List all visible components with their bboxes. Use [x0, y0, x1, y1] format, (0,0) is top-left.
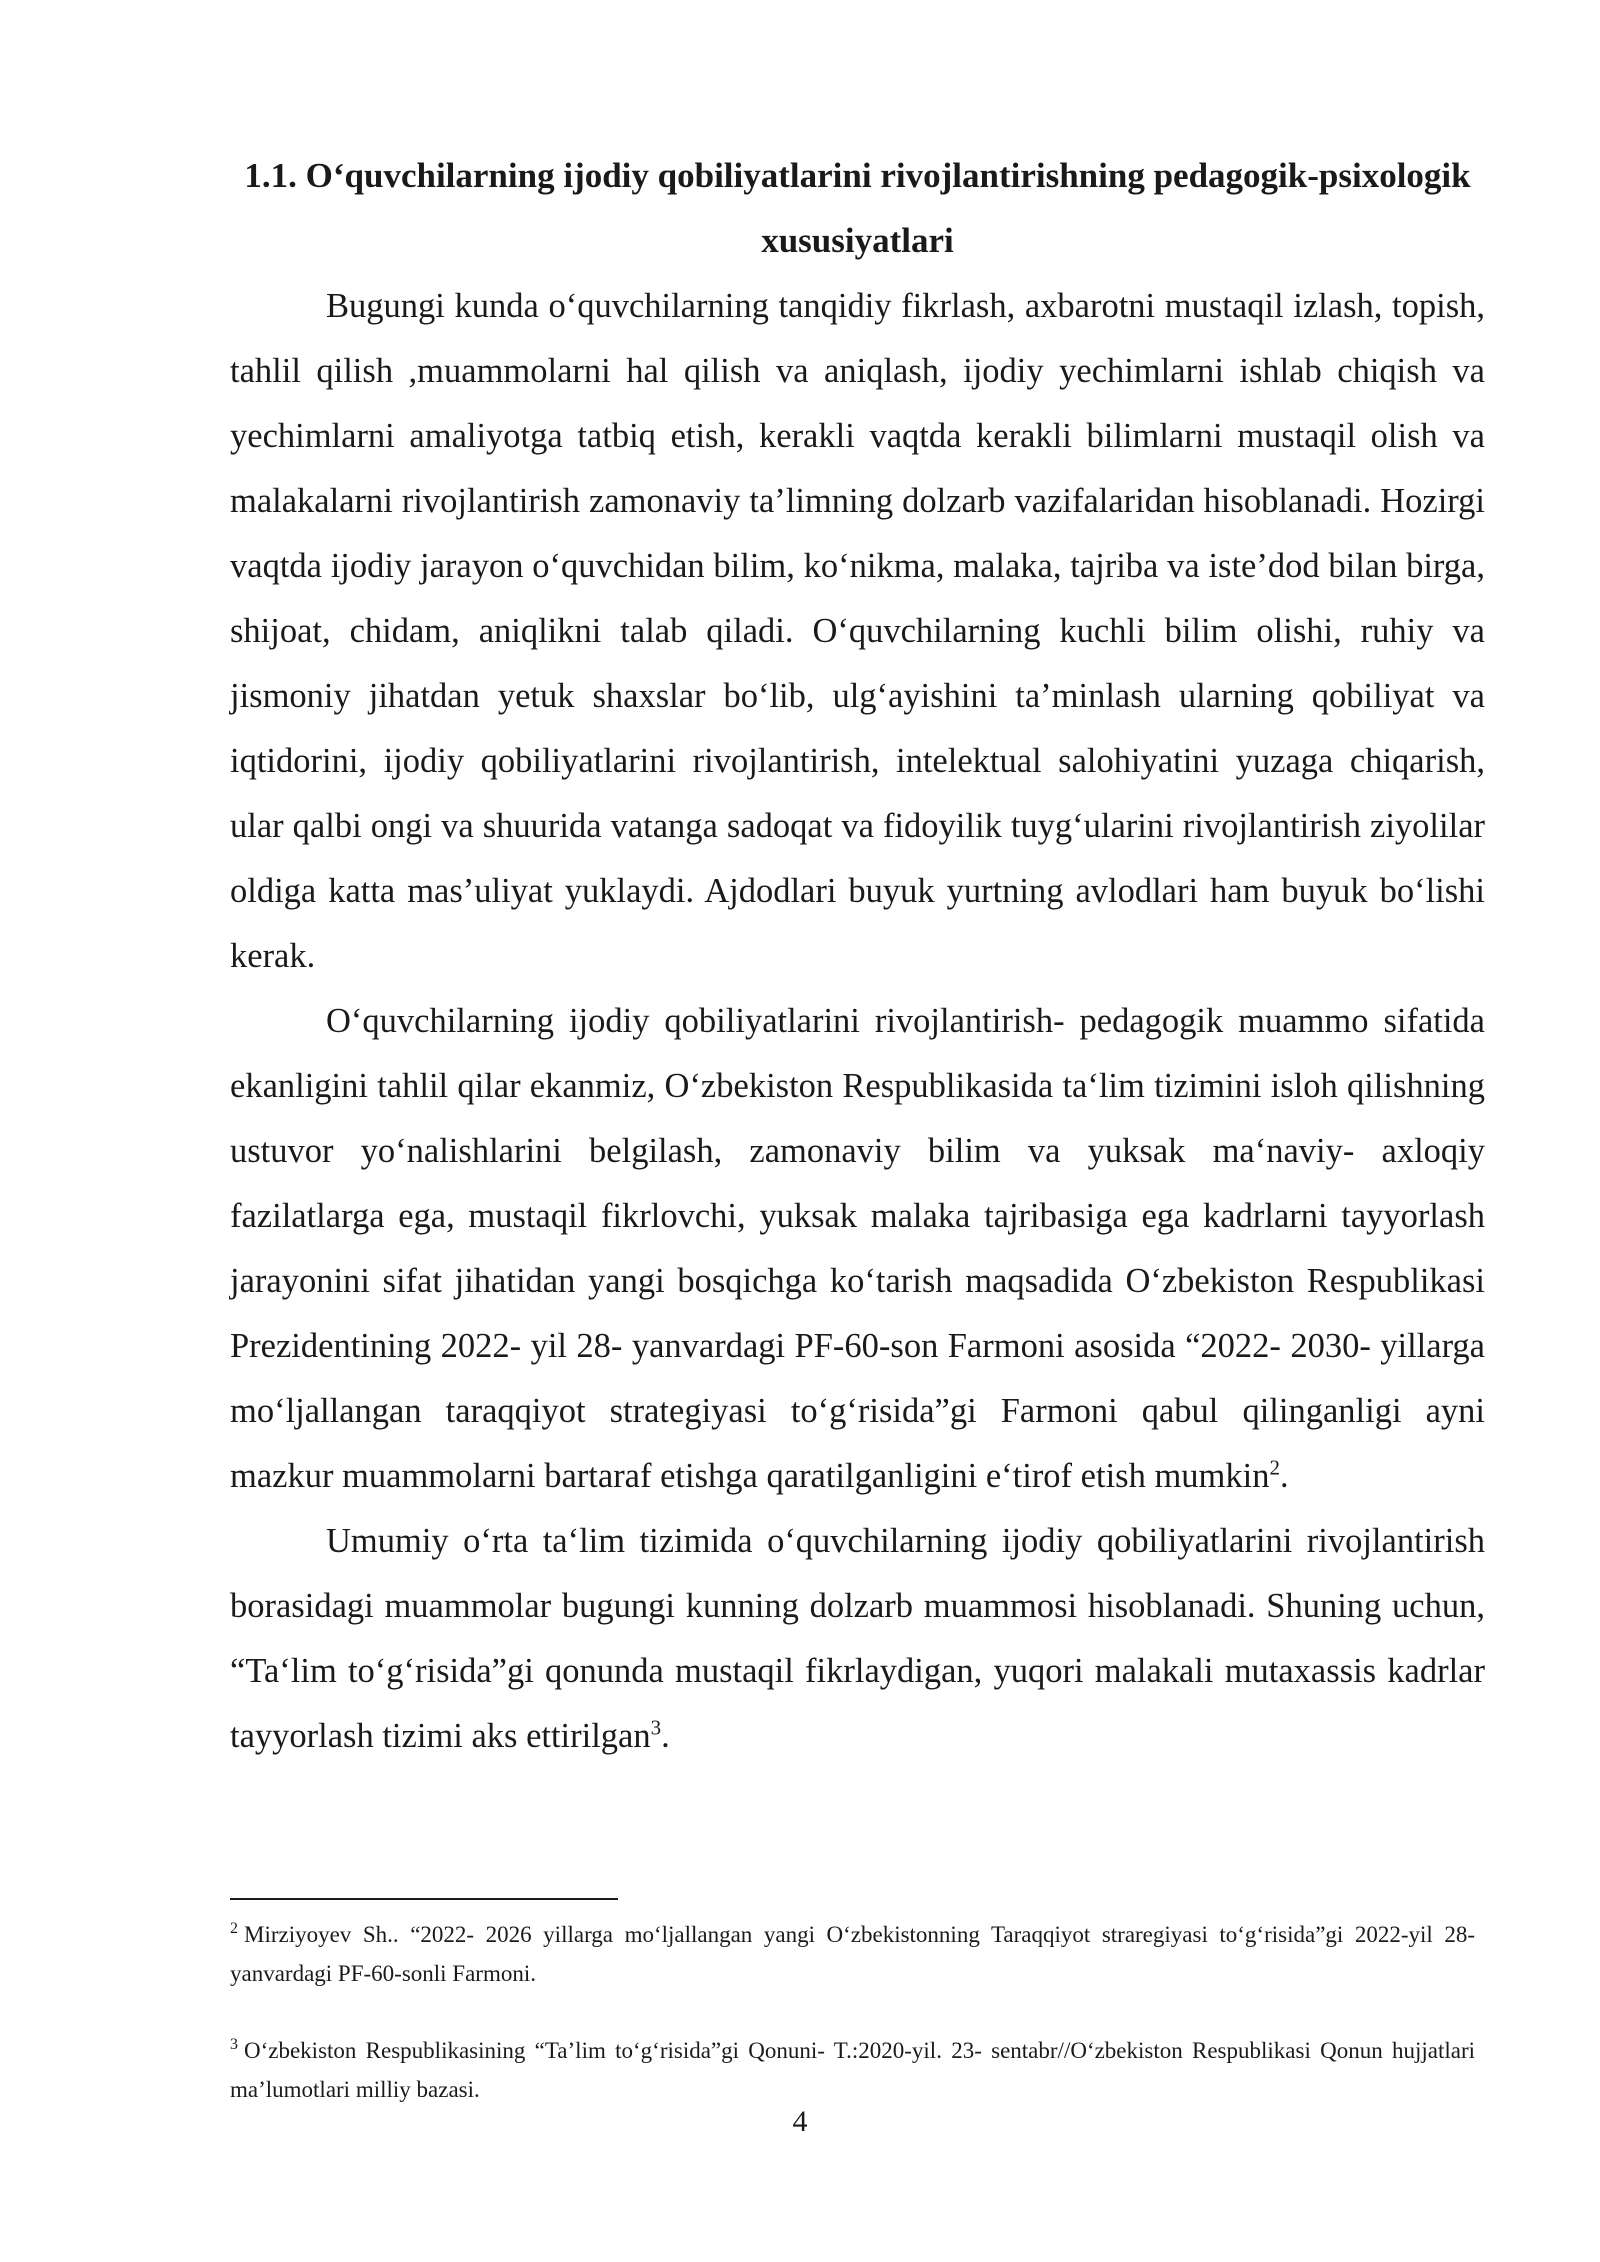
paragraph-3-end: .	[661, 1717, 670, 1755]
footnote-3-text: O‘zbekiston Respublikasining “Ta’lim to‘g‘risida”gi Qonuni- T.:2020-yil. 23- sentabr//O‘zbekiston Respublikasi Qonun hujjatlari ma’lumotlari milliy bazasi.	[230, 2038, 1475, 2102]
footnote-ref-2[interactable]: 2	[1269, 1455, 1280, 1480]
footnote-3	[230, 2031, 1475, 2109]
paragraph-1	[230, 274, 1485, 989]
paragraph-2-end: .	[1279, 1457, 1289, 1495]
paragraph-2-text: O‘quvchilarning ijodiy qobiliyatlarini rivojlantirish- pedagogik muammo sifatida ekanligini tahlil qilar ekanmiz, O‘zbekiston Respublikasida ta‘lim tizimini isloh qilishning ustuvor yo‘nalishlarini belgilash, zamonaviy bilim va yuksak ma‘naviy- axloqiy fazilatlarga ega, mustaqil fikrlovchi, yuksak malaka tajribasiga ega kadrlarni tayyorlash jarayonini sifat jihatidan yangi bosqichga ko‘tarish maqsadida O‘zbekiston Respublikasi Prezidentining 2022- yil 28- yanvardagi PF-60-son Farmoni asosida “2022- 2030- yillarga mo‘ljallangan taraqqiyot strategiyasi to‘g‘risida”gi Farmoni qabul qilinganligi ayni mazkur muammolarni bartaraf etishga qaratilganligini e‘tirof etish mumkin	[230, 1002, 1485, 1495]
paragraph-3-text: Umumiy o‘rta ta‘lim tizimida o‘quvchilarning ijodiy qobiliyatlarini rivojlantirish borasidagi muammolar bugungi kunning dolzarb muammosi hisoblanadi. Shuning uchun, “Ta‘lim to‘g‘risida”gi qonunda mustaqil fikrlaydigan, yuqori malakali mutaxassis kadrlar tayyorlash tizimi aks ettirilgan	[230, 1522, 1485, 1755]
footnote-3-number: 3	[230, 2036, 238, 2054]
footnote-2-text: Mirziyoyev Sh.. “2022- 2026 yillarga mo‘ljallangan yangi O‘zbekistonning Taraqqiyot straregiyasi to‘g‘risida”gi 2022-yil 28-yanvardagi PF-60-sonli Farmoni.	[230, 1922, 1475, 1986]
footnote-2-number: 2	[230, 1920, 238, 1938]
paragraph-2	[230, 989, 1485, 1509]
page-number: 4	[792, 2105, 808, 2138]
paragraph-1-text: Bugungi kunda o‘quvchilarning tanqidiy fikrlash, axbarotni mustaqil izlash, topish, tahlil qilish ,muammolarni hal qilish va aniqlash, ijodiy yechimlarni ishlab chiqish va yechimlarni amaliyotga tatbiq etish, kerakli vaqtda kerakli bilimlarni mustaqil olish va malakalarni rivojlantirish zamonaviy ta’limning dolzarb vazifalaridan hisoblanadi. Hozirgi vaqtda ijodiy jarayon o‘quvchidan bilim, ko‘nikma, malaka, tajriba va iste’dod bilan birga, shijoat, chidam, aniqlikni talab qiladi. O‘quvchilarning kuchli bilim olishi, ruhiy va jismoniy jihatdan yetuk shaxslar bo‘lib, ulg‘ayishini ta’minlash ularning qobiliyat va iqtidorini, ijodiy qobiliyatlarini rivojlantirish, intelektual salohiyatini yuzaga chiqarish, ular qalbi ongi va shuurida vatanga sadoqat va fidoyilik tuyg‘ularini rivojlantirish ziyolilar oldiga katta mas’uliyat yuklaydi. Ajdodlari buyuk yurtning avlodlari ham buyuk bo‘lishi kerak.	[230, 287, 1485, 975]
section-heading: 1.1. O‘quvchilarning ijodiy qobiliyatlarini rivojlantirishning pedagogik-psixologik xususiyatlari	[244, 156, 1471, 260]
footnote-separator	[230, 1898, 618, 1900]
paragraph-3	[230, 1509, 1485, 1769]
footnote-ref-3[interactable]: 3	[650, 1715, 662, 1740]
footnote-2	[230, 1915, 1475, 1993]
body-text	[230, 274, 1485, 1769]
